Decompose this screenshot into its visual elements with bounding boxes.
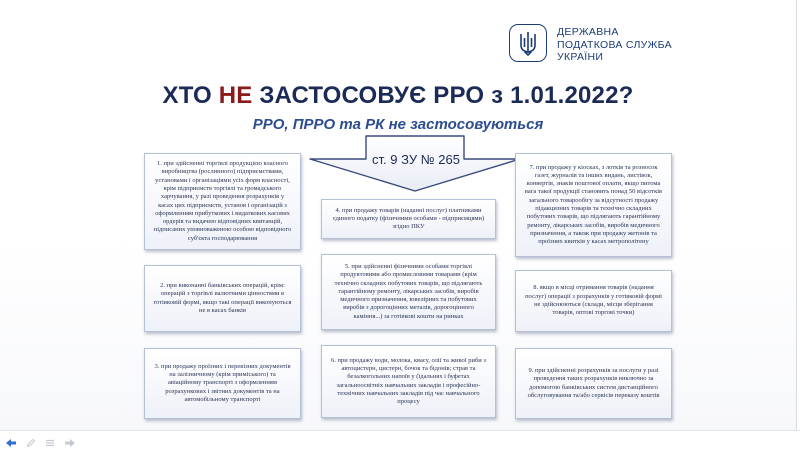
exemption-box-7 bbox=[515, 153, 672, 257]
next-slide-button[interactable] bbox=[63, 437, 77, 449]
law-reference-label: ст. 9 ЗУ № 265 bbox=[372, 152, 460, 167]
exemption-box-9 bbox=[515, 348, 672, 419]
exemption-box-8 bbox=[515, 270, 672, 332]
exemption-box-8-text: 8. якщо в місці отримання товарів (надання послуг) операції з розрахунків у готівковій формі не здійснюються (склади, місця зберігання товарів, оптові торгові точки) bbox=[525, 284, 662, 317]
exemption-box-7-text: 7. при продажу у кіосках, з лотків та розносок газет, журналів та інших видань, листівок, конвертів, знаків поштової оплати, якщо питома вага такої продукції становить понад 50 відсотків загального товарообігу за відсутності продажу підакцизних товарів та технічно складних побутових товарів, що підлягають гарантійному ремонту, лікарських засобів, виробів медичного призначення, а також при продажу жетонів та проїзних квитків у касах метрополітену bbox=[524, 163, 663, 246]
exemption-box-1-text: 1. при здійсненні торгівлі продукцією власного виробництва (рослинного) підприємствами, установами і організаціями усіх форм власності, крім підприємств торгівлі та громадського харчування, у разі проведення розрахунків у касах цих підприємств, установ і організацій з оформленням прибуткових і видаткових касових ордерів та видачею відповідних квитанцій, підписаних уповноваженою особою відповідного суб'єкта господарювання bbox=[153, 160, 292, 242]
exemption-box-2-text: 2. при виконанні банківських операцій, крім: операцій з торгівлі валютними цінностями в готівковій формі, якщо такі операції виконуються не в касах банків bbox=[153, 281, 292, 314]
org-name-line-2: ПОДАТКОВА СЛУЖБА bbox=[557, 38, 672, 51]
org-name-line-1: ДЕРЖАВНА bbox=[557, 26, 619, 38]
prev-slide-button[interactable] bbox=[4, 437, 18, 449]
exemption-box-1 bbox=[144, 153, 301, 250]
title-part-2: ЗАСТОСОВУЄ РРО з 1.01.2022? bbox=[252, 82, 634, 109]
arrow-left-icon bbox=[5, 438, 17, 448]
pen-tool-button[interactable] bbox=[25, 437, 37, 449]
slide-title bbox=[0, 82, 796, 110]
title-negation: НЕ bbox=[218, 82, 253, 109]
exemption-box-2 bbox=[144, 265, 301, 332]
title-part-1: ХТО bbox=[162, 82, 219, 109]
slide-subtitle: РРО, ПРРО та РК не застосовуються bbox=[252, 116, 544, 133]
trident-icon bbox=[518, 30, 538, 56]
organization-name bbox=[557, 26, 677, 64]
slide-menu-button[interactable] bbox=[44, 437, 56, 449]
exemption-box-4-text: 4. при продажу товарів (наданні послуг) платниками єдиного податку (фізичними особами - підприємцями) згідно ПКУ bbox=[332, 206, 485, 231]
exemption-box-6-text: 6. при продажу води, молока, квасу, олії та живої риби з автоцистерн, цистерн, бочок та бідонів; страв та безалкогольних напоїв у (їдальнях і буфетах загальноосвітніх навчальних закладів і професійно- технічних навчальних закладів під час навчального процесу bbox=[331, 356, 486, 406]
exemption-box-5 bbox=[321, 254, 496, 330]
menu-icon bbox=[45, 438, 55, 448]
exemption-box-4 bbox=[321, 199, 496, 239]
exemption-box-6 bbox=[321, 345, 496, 418]
bottom-edge bbox=[0, 430, 800, 454]
org-name-line-3: УКРАЇНИ bbox=[557, 51, 604, 63]
exemption-box-9-text: 9. при здійсненні розрахунків за послуги у разі проведення таких розрахунків виключно за допомогою банківських систем дистанційного обслуговування та/або сервісів переказу коштів bbox=[527, 366, 660, 399]
pen-icon bbox=[26, 438, 36, 448]
tax-service-logo bbox=[509, 24, 547, 62]
exemption-box-3 bbox=[144, 348, 301, 419]
arrow-right-icon bbox=[64, 438, 76, 448]
exemption-box-5-text: 5. при здійсненні фізичними особами торгівлі продуктовими або промисловими товарами (крім технічно складних побутових товарів, що підлягають гарантійному ремонту, лікарських засобів, виробів медичного призначення, ювелірних та побутових виробів з дорогоцінних металів, дорогоцінного каміння...) за готівкові кошти на ринках bbox=[334, 262, 483, 320]
exemption-box-3-text: 3. при продажу проїзних і перевізних документів на залізничному (крім приміського) та авіаційному транспорті з оформленням розрахункових і звітних документів та на автомобільному транспорті bbox=[154, 362, 291, 403]
